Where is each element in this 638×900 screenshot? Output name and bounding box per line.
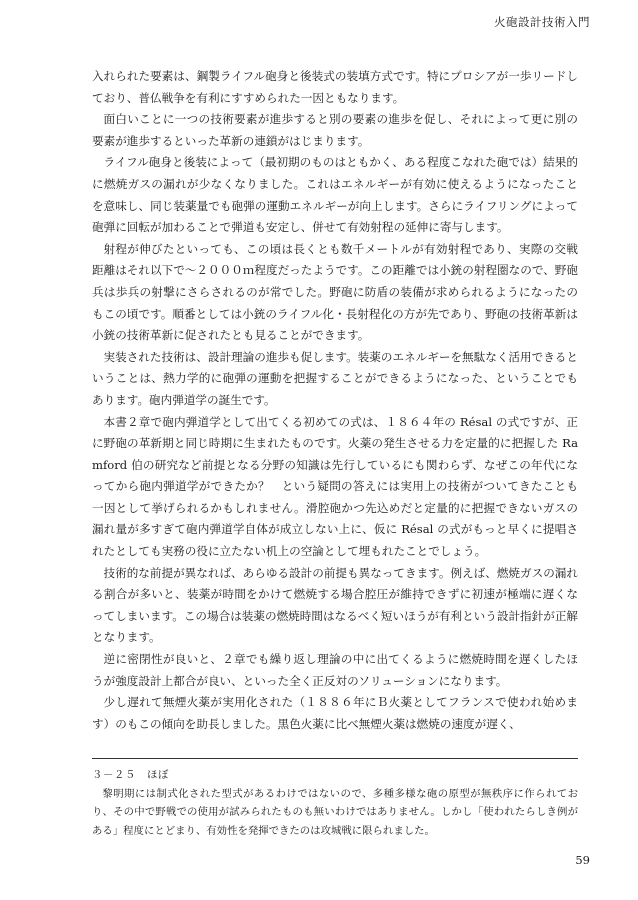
footnote-title: ３－２５ ほぼ xyxy=(92,769,169,781)
main-text xyxy=(92,66,578,735)
paragraph: 本書２章で砲内弾道学として出てくる初めての式は、１８６４年の Résal の式ですが、正に野砲の革新期と同じ時期に生まれたものです。火薬の発生させる力を定量的に把握した Ramford 伯の研究など前提となる分野の知識は先行しているにも関わらず、なぜこの年代になってから砲内弾道学ができたか？ という疑問の答えには実用上の技術がついてきたことも一因として挙げられるかもしれません。滑腔砲かつ先込めだと定量的に把握できないガスの漏れ量が多すぎて砲内弾道学自体が成立しない上に、仮に Résal の式がもっと早くに提唱されたとしても実務の役に立たない机上の空論として埋もれたことでしょう。 xyxy=(92,414,578,559)
running-header: 火砲設計技術入門 xyxy=(494,15,590,29)
paragraph: 逆に密閉性が良いと、２章でも繰り返し理論の中に出てくるように燃焼時間を遅くしたほうが強度設計上都合が良い、といった全く正反対のソリューションになります。 xyxy=(92,652,578,688)
paragraph: 面白いことに一つの技術要素が進歩すると別の要素の進歩を促し、それによって更に別の要素が進歩するといった革新の連鎖がはじまります。 xyxy=(92,112,578,148)
paragraph: 少し遅れて無煙火薬が実用化された（１８８６年にＢ火薬としてフランスで使われ始めます）のもこの傾向を助長しました。黒色火薬に比べ無煙火薬は燃焼の速度が遅く、 xyxy=(92,695,578,731)
footnote-text: 黎明期には制式化された型式があるわけではないので、多種多様な砲の原型が無秩序に作られており、その中で野戦での使用が試みられたものも無いわけではありません。しかし「使われたらしき例がある」程度にとどまり、有効性を発揮できたのは攻城戦に限られました。 xyxy=(92,787,578,837)
page-number: 59 xyxy=(575,853,590,867)
paragraph: ライフル砲身と後装によって（最初期のものはともかく、ある程度こなれた砲では）結果的に燃焼ガスの漏れが少なくなりました。これはエネルギーが有効に使えるようになったことを意味し、同じ装薬量でも砲弾の運動エネルギーが向上します。さらにライフリングによって砲弾に回転が加わることで弾道も安定し、併せて有効射程の延伸に寄与します。 xyxy=(92,155,578,235)
paragraph: 入れられた要素は、鋼製ライフル砲身と後装式の装填方式です。特にプロシアが一歩リードしており、普仏戦争を有利にすすめられた一因ともなります。 xyxy=(92,69,578,105)
paragraph: 実装された技術は、設計理論の進歩も促します。装薬のエネルギーを無駄なく活用できるということは、熱力学的に砲弾の運動を把握することができるようになった、ということでもあります。砲内弾道学の誕生です。 xyxy=(92,349,578,407)
paragraph: 技術的な前提が異なれば、あらゆる設計の前提も異なってきます。例えば、燃焼ガスの漏れる割合が多いと、装薬が時間をかけて燃焼する場合腔圧が維持できずに初速が極端に遅くなってしまいます。この場合は装薬の燃焼時間はなるべく短いほうが有利という設計指針が正解となります。 xyxy=(92,565,579,645)
footnote xyxy=(92,766,578,840)
footnote-divider xyxy=(92,758,578,759)
paragraph: 射程が伸びたといっても、この頃は長くとも数千メートルが有効射程であり、実際の交戦距離はそれ以下で～２０００ｍ程度だったようです。この距離では小銃の射程圏なので、野砲兵は歩兵の射撃にさらされるのが常でした。野砲に防盾の装備が求められるようになったのもこの頃です。順番としては小銃のライフル化・長射程化の方が先であり、野砲の技術革新は小銃の技術革新に促されたとも見ることができます。 xyxy=(92,241,578,343)
